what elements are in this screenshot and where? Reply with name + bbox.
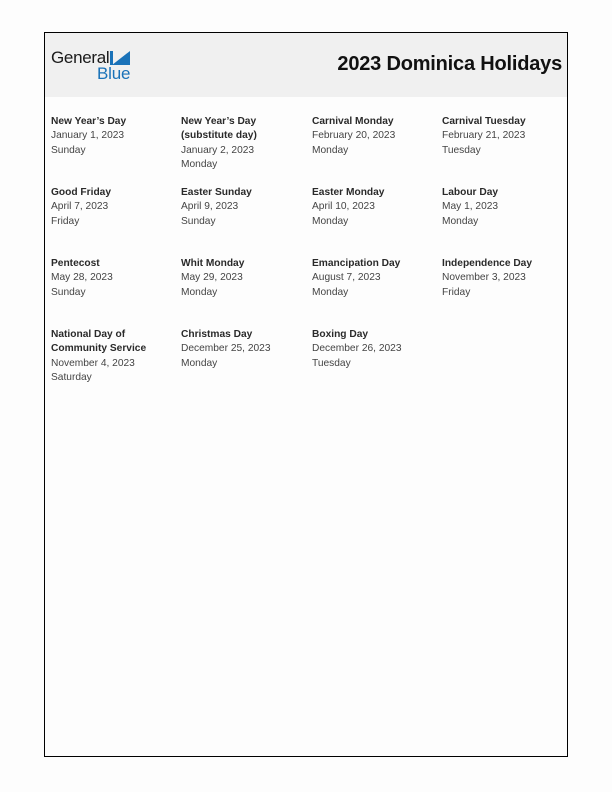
holiday-weekday: Saturday [51, 372, 92, 384]
holiday-name: Christmas Day [181, 329, 253, 340]
holiday-weekday: Friday [442, 286, 471, 298]
holiday-weekday: Monday [181, 159, 218, 171]
holiday-item [51, 115, 176, 158]
holiday-name: Labour Day [442, 187, 499, 198]
holiday-item [312, 115, 437, 158]
holiday-weekday: Tuesday [312, 357, 351, 369]
holiday-date: April 10, 2023 [312, 201, 375, 213]
holiday-name: National Day of Community Service [51, 329, 147, 355]
holiday-date: November 3, 2023 [442, 272, 526, 284]
holiday-weekday: Monday [312, 144, 349, 156]
holiday-name: Whit Monday [181, 258, 245, 269]
holiday-weekday: Monday [181, 357, 218, 369]
holiday-row [51, 328, 567, 399]
holiday-name: Carnival Tuesday [442, 116, 526, 127]
holiday-name: Boxing Day [312, 329, 369, 340]
holiday-date: December 26, 2023 [312, 343, 402, 355]
holiday-date: April 9, 2023 [181, 201, 239, 213]
holiday-item [181, 257, 306, 300]
holiday-row [51, 115, 567, 186]
holiday-date: May 29, 2023 [181, 272, 243, 284]
holiday-weekday: Sunday [51, 286, 86, 298]
holiday-name: Independence Day [442, 258, 533, 269]
holiday-weekday: Monday [442, 215, 479, 227]
header [45, 33, 567, 97]
holiday-date: December 25, 2023 [181, 343, 271, 355]
holiday-name: New Year’s Day [51, 116, 127, 127]
holiday-item [51, 328, 176, 386]
holiday-weekday: Monday [312, 286, 349, 298]
holiday-date: May 28, 2023 [51, 272, 113, 284]
holiday-date: February 21, 2023 [442, 130, 526, 142]
holiday-item [312, 257, 437, 300]
holiday-name: Easter Sunday [181, 187, 252, 198]
holiday-item [312, 328, 437, 371]
holiday-weekday: Sunday [181, 215, 216, 227]
holiday-date: January 2, 2023 [181, 144, 255, 156]
holiday-item [442, 186, 567, 229]
page-frame [44, 32, 568, 757]
holiday-item [312, 186, 437, 229]
holiday-date: May 1, 2023 [442, 201, 499, 213]
holiday-name: Pentecost [51, 258, 100, 269]
holiday-name: Easter Monday [312, 187, 385, 198]
holiday-date: November 4, 2023 [51, 357, 135, 369]
logo-text-blue: Blue [97, 64, 131, 83]
holiday-date: January 1, 2023 [51, 130, 125, 142]
holiday-weekday: Monday [181, 286, 218, 298]
holiday-grid [51, 115, 567, 399]
holiday-name: Carnival Monday [312, 116, 394, 127]
holiday-date: April 7, 2023 [51, 201, 109, 213]
holiday-item [51, 257, 176, 300]
holiday-item [181, 328, 306, 371]
holiday-weekday: Friday [51, 215, 80, 227]
logo [51, 47, 141, 83]
holiday-item [51, 186, 176, 229]
holiday-row [51, 257, 567, 328]
holiday-weekday: Monday [312, 215, 349, 227]
holiday-name: New Year’s Day (substitute day) [181, 116, 257, 142]
holiday-weekday: Sunday [51, 144, 86, 156]
holiday-item [442, 115, 567, 158]
logo-text-general: General [51, 48, 110, 67]
holiday-weekday: Tuesday [442, 144, 481, 156]
holiday-item [442, 257, 567, 300]
triangle-flag-icon [112, 51, 130, 65]
holiday-row [51, 186, 567, 257]
holiday-item [181, 186, 306, 229]
holiday-name: Good Friday [51, 187, 111, 198]
holiday-date: August 7, 2023 [312, 272, 381, 284]
holiday-name: Emancipation Day [312, 258, 401, 269]
page-title: 2023 Dominica Holidays [337, 53, 562, 75]
holiday-item [181, 115, 306, 173]
holiday-date: February 20, 2023 [312, 130, 396, 142]
